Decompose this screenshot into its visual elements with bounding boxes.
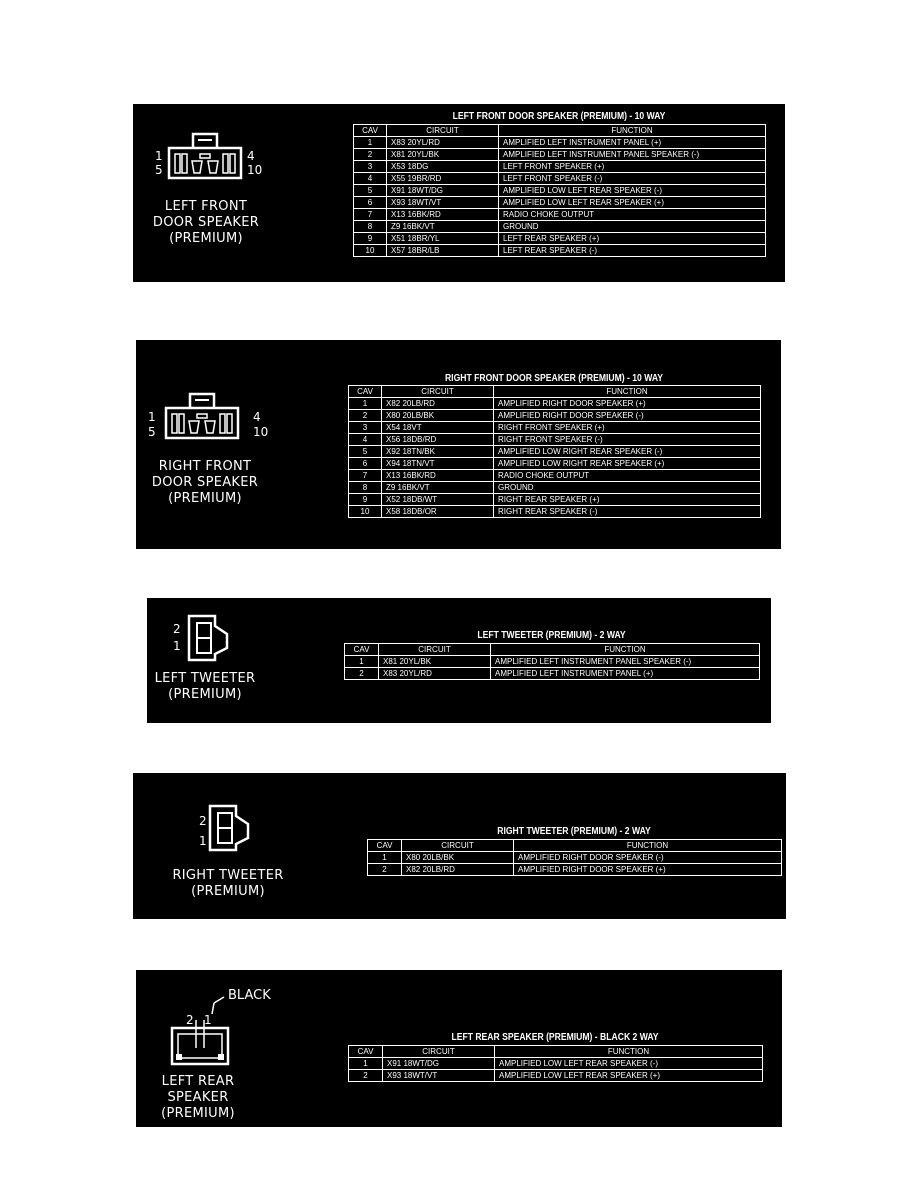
table-row: 1 X82 20LB/RD AMPLIFIED RIGHT DOOR SPEAKER (+) bbox=[349, 398, 761, 410]
table-row: 2 X83 20YL/RD AMPLIFIED LEFT INSTRUMENT PANEL (+) bbox=[345, 668, 760, 680]
pin-label-1: 1 bbox=[155, 149, 163, 163]
two-way-connector-icon bbox=[187, 614, 233, 662]
table-row: 2 X93 18WT/VT AMPLIFIED LOW LEFT REAR SPEAKER (+) bbox=[349, 1070, 763, 1082]
header-function: FUNCTION bbox=[499, 125, 766, 137]
pin-table bbox=[348, 385, 761, 518]
pin-label-4: 4 bbox=[247, 149, 255, 163]
pin-label-2: 2 bbox=[173, 622, 181, 636]
connector-label: LEFT TWEETER (PREMIUM) bbox=[154, 671, 256, 702]
table-row: 1 X81 20YL/BK AMPLIFIED LEFT INSTRUMENT PANEL SPEAKER (-) bbox=[345, 656, 760, 668]
pin-table bbox=[367, 839, 782, 876]
ten-way-connector-icon bbox=[164, 390, 240, 440]
connector-label: RIGHT FRONT DOOR SPEAKER (PREMIUM) bbox=[151, 459, 259, 506]
header-function: FUNCTION bbox=[514, 840, 782, 852]
connector-panel-right-tweeter bbox=[133, 773, 786, 919]
table-row: 1 X91 18WT/DG AMPLIFIED LOW LEFT REAR SPEAKER (-) bbox=[349, 1058, 763, 1070]
header-function: FUNCTION bbox=[495, 1046, 763, 1058]
table-title: RIGHT TWEETER (PREMIUM) - 2 WAY bbox=[497, 826, 651, 837]
table-row: 7 X13 16BK/RD RADIO CHOKE OUTPUT bbox=[349, 470, 761, 482]
table-row: 2 X82 20LB/RD AMPLIFIED RIGHT DOOR SPEAKER (+) bbox=[368, 864, 782, 876]
table-row: 9 X52 18DB/WT RIGHT REAR SPEAKER (+) bbox=[349, 494, 761, 506]
connector-panel-left-tweeter bbox=[147, 598, 771, 723]
table-header-row bbox=[354, 125, 766, 137]
table-row: 3 X53 18DG LEFT FRONT SPEAKER (+) bbox=[354, 161, 766, 173]
header-circuit: CIRCUIT bbox=[382, 386, 494, 398]
pin-table bbox=[344, 643, 760, 680]
table-title: LEFT TWEETER (PREMIUM) - 2 WAY bbox=[477, 630, 626, 641]
pin-label-2: 2 bbox=[199, 814, 207, 828]
header-cav: CAV bbox=[368, 840, 402, 852]
pin-label-4: 4 bbox=[253, 410, 261, 424]
table-row: 1 X83 20YL/RD AMPLIFIED LEFT INSTRUMENT PANEL (+) bbox=[354, 137, 766, 149]
table-row: 6 X93 18WT/VT AMPLIFIED LOW LEFT REAR SPEAKER (+) bbox=[354, 197, 766, 209]
table-row: 10 X57 18BR/LB LEFT REAR SPEAKER (-) bbox=[354, 245, 766, 257]
table-header-row bbox=[349, 386, 761, 398]
table-row: 7 X13 16BK/RD RADIO CHOKE OUTPUT bbox=[354, 209, 766, 221]
header-function: FUNCTION bbox=[494, 386, 761, 398]
table-row: 8 Z9 16BK/VT GROUND bbox=[354, 221, 766, 233]
pin-label-1: 1 bbox=[173, 639, 181, 653]
pin-label-10: 10 bbox=[253, 425, 269, 439]
table-header-row bbox=[368, 840, 782, 852]
table-row: 6 X94 18TN/VT AMPLIFIED LOW RIGHT REAR SPEAKER (+) bbox=[349, 458, 761, 470]
table-row: 1 X80 20LB/BK AMPLIFIED RIGHT DOOR SPEAKER (-) bbox=[368, 852, 782, 864]
ten-way-connector-icon bbox=[167, 130, 243, 180]
color-callout: BLACK bbox=[228, 988, 271, 1003]
connector-panel-left-front-door-speaker bbox=[133, 104, 785, 282]
connector-label: LEFT REAR SPEAKER (PREMIUM) bbox=[161, 1074, 235, 1121]
two-way-rear-connector-icon bbox=[170, 990, 240, 1066]
table-row: 5 X91 18WT/DG AMPLIFIED LOW LEFT REAR SPEAKER (-) bbox=[354, 185, 766, 197]
connector-panel-left-rear-speaker bbox=[136, 970, 782, 1127]
table-row: 4 X55 19BR/RD LEFT FRONT SPEAKER (-) bbox=[354, 173, 766, 185]
header-circuit: CIRCUIT bbox=[379, 644, 491, 656]
table-row: 2 X80 20LB/BK AMPLIFIED RIGHT DOOR SPEAKER (-) bbox=[349, 410, 761, 422]
header-cav: CAV bbox=[349, 1046, 383, 1058]
pin-table bbox=[353, 124, 766, 257]
table-row: 10 X58 18DB/OR RIGHT REAR SPEAKER (-) bbox=[349, 506, 761, 518]
header-circuit: CIRCUIT bbox=[387, 125, 499, 137]
table-title: RIGHT FRONT DOOR SPEAKER (PREMIUM) - 10 WAY bbox=[444, 373, 664, 384]
table-row: 5 X92 18TN/BK AMPLIFIED LOW RIGHT REAR SPEAKER (-) bbox=[349, 446, 761, 458]
two-way-connector-icon bbox=[208, 804, 254, 852]
header-cav: CAV bbox=[349, 386, 382, 398]
pin-label-10: 10 bbox=[247, 163, 263, 177]
table-row: 8 Z9 16BK/VT GROUND bbox=[349, 482, 761, 494]
connector-label: RIGHT TWEETER (PREMIUM) bbox=[172, 868, 284, 899]
header-circuit: CIRCUIT bbox=[402, 840, 514, 852]
pin-label-1: 1 bbox=[204, 1013, 212, 1027]
table-row: 3 X54 18VT RIGHT FRONT SPEAKER (+) bbox=[349, 422, 761, 434]
table-row: 4 X56 18DB/RD RIGHT FRONT SPEAKER (-) bbox=[349, 434, 761, 446]
pin-label-1: 1 bbox=[199, 834, 207, 848]
pin-label-5: 5 bbox=[148, 425, 156, 439]
table-row: 2 X81 20YL/BK AMPLIFIED LEFT INSTRUMENT PANEL SPEAKER (-) bbox=[354, 149, 766, 161]
table-header-row bbox=[349, 1046, 763, 1058]
pin-table bbox=[348, 1045, 763, 1082]
header-circuit: CIRCUIT bbox=[383, 1046, 495, 1058]
header-function: FUNCTION bbox=[491, 644, 760, 656]
pin-label-2: 2 bbox=[186, 1013, 194, 1027]
pin-label-5: 5 bbox=[155, 163, 163, 177]
table-header-row bbox=[345, 644, 760, 656]
pin-label-1: 1 bbox=[148, 410, 156, 424]
connector-label: LEFT FRONT DOOR SPEAKER (PREMIUM) bbox=[152, 199, 260, 246]
header-cav: CAV bbox=[354, 125, 387, 137]
table-row: 9 X51 18BR/YL LEFT REAR SPEAKER (+) bbox=[354, 233, 766, 245]
table-title: LEFT REAR SPEAKER (PREMIUM) - BLACK 2 WAY bbox=[451, 1032, 659, 1043]
header-cav: CAV bbox=[345, 644, 379, 656]
table-title: LEFT FRONT DOOR SPEAKER (PREMIUM) - 10 WAY bbox=[452, 111, 666, 122]
connector-panel-right-front-door-speaker bbox=[136, 340, 781, 549]
